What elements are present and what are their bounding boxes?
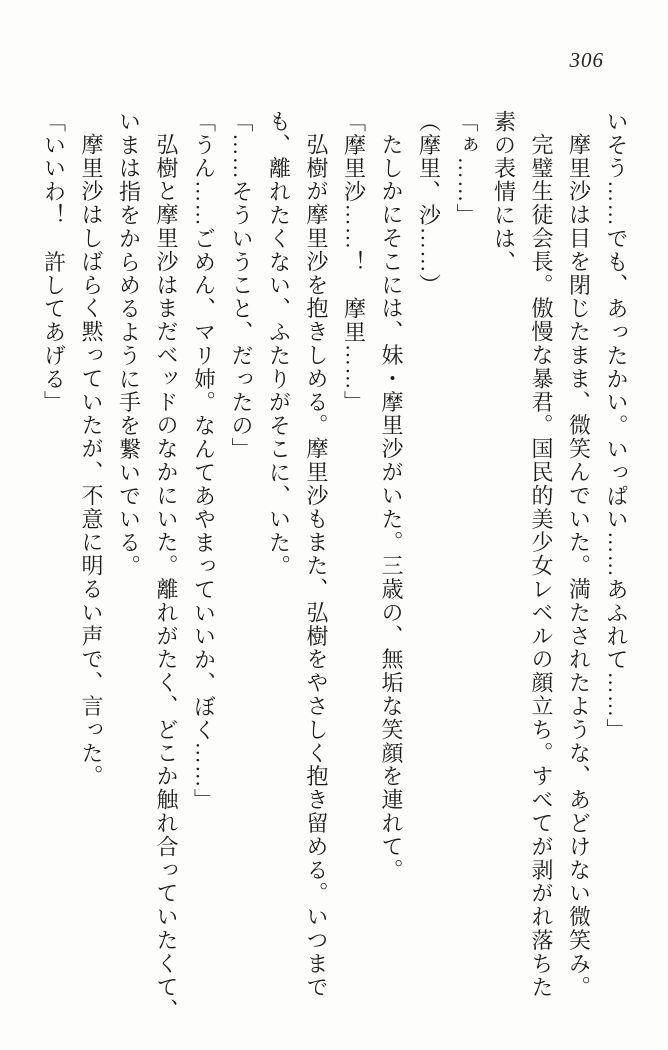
text-line: 完璧生徒会長。傲慢な暴君。国民的美少女レベルの顔立ち。すべてが剥がれ落ちた bbox=[529, 133, 554, 1000]
text-line: 摩里沙はしばらく黙っていたが、不意に明るい声で、言った。 bbox=[79, 133, 104, 789]
text-area bbox=[34, 110, 635, 1022]
text-line: （摩里、沙……） bbox=[416, 110, 442, 298]
text-line: 弘樹が摩里沙を抱きしめる。摩里沙もまた、弘樹をやさしく抱き留める。いつまで bbox=[304, 133, 329, 1000]
text-line: たしかにそこには、妹・摩里沙がいた。三歳の、無垢な笑顔を連れて。 bbox=[379, 133, 404, 883]
text-line: 「いいわ！ 許してあげる」 bbox=[41, 110, 67, 415]
text-line: 「ぁ……」 bbox=[454, 110, 479, 227]
text-line: も、離れたくない、ふたりがそこに、いた。 bbox=[266, 110, 292, 578]
text-line: いそう……でも、あったかい。いっぱい……あふれて……」 bbox=[604, 110, 629, 742]
text-line: 摩里沙は目を閉じたまま、微笑んでいた。満たされたような、あどけない微笑み。 bbox=[566, 133, 592, 1000]
text-line: 「うん……ごめん、マリ姉。なんてあやまっていいか、ぼく……」 bbox=[191, 110, 217, 812]
text-line: いまは指をからめるように手を繋いでいる。 bbox=[116, 110, 142, 578]
text-line: 「……そういうこと、だったの」 bbox=[229, 110, 254, 461]
text-line: 弘樹と摩里沙はまだベッドのなかにいた。離れがたく、どこか触れ合っていたくて、 bbox=[154, 133, 179, 1023]
text-line: 素の表情には、 bbox=[491, 110, 517, 274]
page-number: 306 bbox=[569, 48, 604, 72]
text-line: 「摩里沙……！ 摩里……」 bbox=[341, 110, 367, 415]
